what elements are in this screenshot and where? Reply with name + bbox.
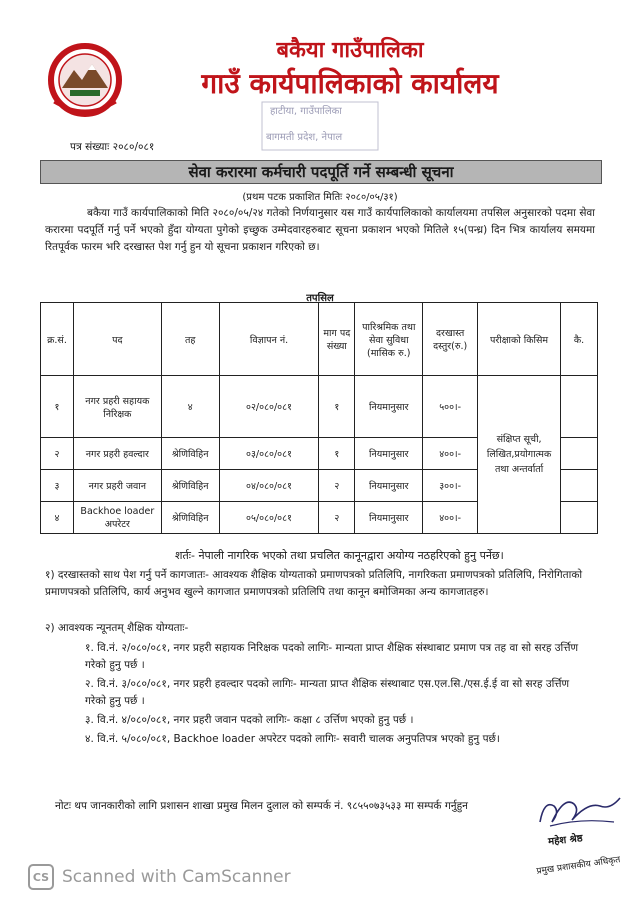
- cell-post: नगर प्रहरी सहायक निरिक्षक: [73, 376, 161, 438]
- col-header-level: तह: [161, 303, 219, 376]
- cell-adno: ०४/०८०/०८१: [219, 470, 319, 502]
- col-header-exam: परीक्षाको किसिम: [478, 303, 561, 376]
- cell-remarks: [561, 502, 598, 534]
- cell-sn: ३: [41, 470, 74, 502]
- table-caption: तपसिल: [306, 293, 334, 304]
- scanner-watermark: [28, 864, 291, 890]
- cell-pay: नियमानुसार: [355, 502, 423, 534]
- watermark-text: Scanned with CamScanner: [62, 867, 291, 887]
- office-stamp: [260, 100, 380, 152]
- signatory-title: प्रमुख प्रशासकीय अधिकृत: [535, 855, 621, 877]
- cell-exam-type: संक्षिप्त सूची, लिखित,प्रयोगात्मक तथा अन्तर्वार्ता: [478, 376, 561, 534]
- header-line1: बकैया गाउँपालिका: [276, 38, 424, 63]
- qualification-item: ३. वि.नं. ४/०८०/०८१, नगर प्रहरी जवान पदको लागिः- कक्षा ८ उर्त्तिण भएको हुनु पर्छ ।: [85, 714, 414, 726]
- col-header-remarks: कै.: [561, 303, 598, 376]
- signature: [530, 792, 630, 832]
- cell-fee: ४००।-: [423, 438, 478, 470]
- published-date: (प्रथम पटक प्रकाशित मितिः २०८०/०५/३१): [242, 192, 398, 203]
- cell-fee: ४००।-: [423, 502, 478, 534]
- header-line2: गाउँ कार्यपालिकाको कार्यालय: [201, 67, 499, 100]
- cell-adno: ०३/०८०/०८१: [219, 438, 319, 470]
- col-header-pay: पारिश्रमिक तथा सेवा सुविधा (मासिक रु.): [355, 303, 423, 376]
- camscanner-icon: CS: [28, 864, 54, 890]
- eligibility-condition: शर्तः- नेपाली नागरिक भएको तथा प्रचलित कानूनद्वारा अयोग्य नठहरिएको हुनु पर्नेछ।: [175, 549, 504, 562]
- cell-sn: १: [41, 376, 74, 438]
- cell-pay: नियमानुसार: [355, 470, 423, 502]
- cell-fee: ३००।-: [423, 470, 478, 502]
- cell-pay: नियमानुसार: [355, 438, 423, 470]
- cell-sn: २: [41, 438, 74, 470]
- cell-count: २: [319, 502, 355, 534]
- reference-number: पत्र संख्याः २०८०/०८१: [70, 141, 155, 153]
- cell-level: श्रेणिविहिन: [161, 502, 219, 534]
- cell-adno: ०२/०८०/०८१: [219, 376, 319, 438]
- cell-count: १: [319, 438, 355, 470]
- cell-post: नगर प्रहरी जवान: [73, 470, 161, 502]
- signatory-name: महेश श्रेष्ठ: [547, 833, 584, 848]
- qualification-item: १. वि.नं. २/०८०/०८१, नगर प्रहरी सहायक निरिक्षक पदको लागिः- मान्यता प्राप्त शैक्षिक संस्थाबाट प्रमाण पत्र तह वा सो सरह उर्त्तिण गरेको हुनु पर्छ ।: [85, 642, 579, 671]
- cell-remarks: [561, 470, 598, 502]
- qualification-item: २. वि.नं. ३/०८०/०८१, नगर प्रहरी हवल्दार पदको लागिः- मान्यता प्राप्त शैक्षिक संस्थाबाट एस.एल.सि./एस.ई.ई वा सो सरह उर्त्तिण गरेको हुनु पर्छ ।: [85, 678, 570, 707]
- stamp-line1: हाटीया, गाउँपालिका: [270, 106, 342, 117]
- cell-sn: ४: [41, 502, 74, 534]
- required-documents: १) दरखास्तको साथ पेश गर्नु पर्ने कागजातः- आवश्यक शैक्षिक योग्यताको प्रमाणपत्रको प्रतिलिपि, नागरिकता प्रमाणपत्रको प्रतिलिपि, निरोगिताको प्रमाणपत्रको प्रतिलिपि, कार्य अनुभव खुल्ने कागजात प्रमाणपत्रको प्रतिलिपि तथा कानून बमोजिमका अन्य कागजातहरु।: [45, 569, 583, 598]
- contact-note: नोटः थप जानकारीको लागि प्रशासन शाखा प्रमुख मिलन दुलाल को सम्पर्क नं. ९८५५०७३५३३ मा सम्पर्क गर्नुहुन: [55, 800, 468, 812]
- stamp-line2: बागमती प्रदेश, नेपाल: [266, 132, 343, 143]
- table-row: [41, 376, 598, 438]
- cell-pay: नियमानुसार: [355, 376, 423, 438]
- cell-remarks: [561, 438, 598, 470]
- cell-level: ४: [161, 376, 219, 438]
- cell-fee: ५००।-: [423, 376, 478, 438]
- cell-remarks: [561, 376, 598, 438]
- cell-post: Backhoe loader अपरेटर: [73, 502, 161, 534]
- emblem-logo: [40, 40, 130, 120]
- cell-count: २: [319, 470, 355, 502]
- col-header-fee: दरखास्त दस्तुर(रु.): [423, 303, 478, 376]
- cell-post: नगर प्रहरी हवल्दार: [73, 438, 161, 470]
- qualification-item: ४. वि.नं. ५/०८०/०८१, Backhoe loader अपरेटर पदको लागिः- सवारी चालक अनुपतिपत्र भएको हुनु पर्छ।: [85, 733, 500, 745]
- qualification-heading: २) आवश्यक न्यूनतम् शैक्षिक योग्यताः-: [45, 622, 189, 634]
- intro-paragraph: [45, 205, 595, 256]
- cell-level: श्रेणिविहिन: [161, 470, 219, 502]
- cell-count: १: [319, 376, 355, 438]
- intro-text: बकैया गाउँ कार्यपालिकाको मिति २०८०/०५/२४ गतेको निर्णयानुसार यस गाउँ कार्यपालिकाको कार्यालयमा तपसिल अनुसारको पदमा सेवा करारमा पदपूर्ति गर्नु पर्ने भएको हुँदा योग्यता पुगेको इच्छुक उम्मेदवारहरुबाट सूचना प्रकाशन भएको मितिले १५(पन्ध्र) दिन भित्र कार्यालय समयमा रितपूर्वक फारम भरि दरखास्त पेश गर्नु हुन यो सूचना प्रकाशन गरिएको छ।: [45, 207, 595, 253]
- cell-adno: ०५/०८०/०८१: [219, 502, 319, 534]
- col-header-count: माग पद संख्या: [319, 303, 355, 376]
- vacancy-table: [40, 302, 598, 534]
- col-header-adno: विज्ञापन नं.: [219, 303, 319, 376]
- notice-title: सेवा करारमा कर्मचारी पदपूर्ति गर्ने सम्बन्धी सूचना: [40, 160, 602, 184]
- col-header-post: पद: [73, 303, 161, 376]
- col-header-sn: क्र.सं.: [41, 303, 74, 376]
- table-header-row: [41, 303, 598, 376]
- cell-level: श्रेणिविहिन: [161, 438, 219, 470]
